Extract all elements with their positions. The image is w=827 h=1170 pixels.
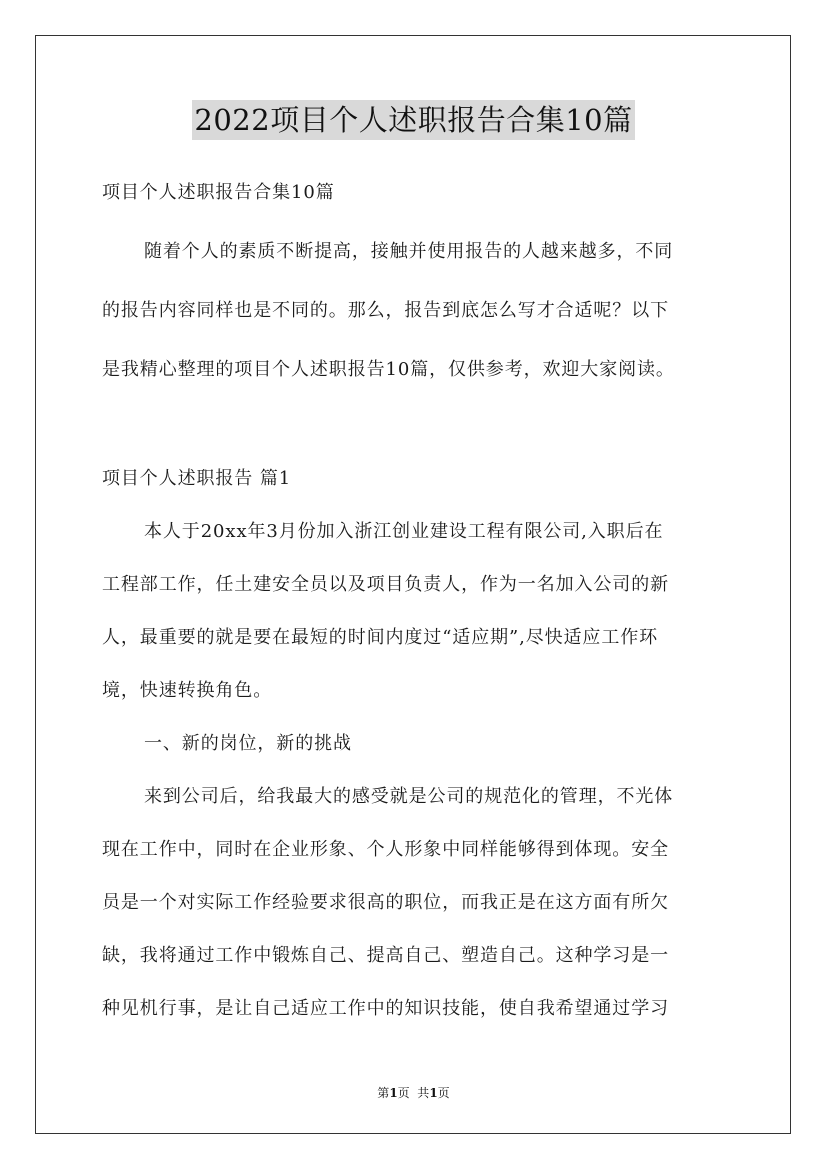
document-body xyxy=(102,178,728,1024)
footer-mid: 页 共 xyxy=(397,1086,430,1100)
footer-suffix: 页 xyxy=(437,1086,450,1100)
paragraph-line: 员是一个对实际工作经验要求很高的职位，而我正是在这方面有所欠 xyxy=(102,892,669,913)
title-wrapper xyxy=(0,100,827,140)
paragraph-line: 工程部工作，任土建安全员以及项目负责人，作为一名加入公司的新 xyxy=(102,574,669,595)
document-subtitle: 项目个人述职报告合集10篇 xyxy=(102,182,335,203)
paragraph-line: 境，快速转换角色。 xyxy=(102,680,273,701)
subheading: 一、新的岗位，新的挑战 xyxy=(144,733,352,754)
page-footer xyxy=(0,1085,827,1101)
intro-line: 的报告内容同样也是不同的。那么，报告到底怎么写才合适呢？以下 xyxy=(102,300,669,321)
footer-prefix: 第 xyxy=(377,1086,390,1100)
document-title: 2022项目个人述职报告合集10篇 xyxy=(192,100,634,140)
paragraph-line: 现在工作中，同时在企业形象、个人形象中同样能够得到体现。安全 xyxy=(102,839,669,860)
paragraph-line: 来到公司后，给我最大的感受就是公司的规范化的管理，不光体 xyxy=(144,786,674,807)
section-heading: 项目个人述职报告 篇1 xyxy=(102,468,292,489)
paragraph-line: 种见机行事，是让自己适应工作中的知识技能，使自我希望通过学习 xyxy=(102,998,669,1019)
paragraph-line: 人，最重要的就是要在最短的时间内度过“适应期”,尽快适应工作环 xyxy=(102,627,659,648)
footer-page-total: 1 xyxy=(429,1086,438,1100)
intro-line: 是我精心整理的项目个人述职报告10篇，仅供参考，欢迎大家阅读。 xyxy=(102,359,675,380)
footer-page-current: 1 xyxy=(389,1086,398,1100)
paragraph-line: 本人于20xx年3月份加入浙江创业建设工程有限公司,入职后在 xyxy=(144,521,664,542)
intro-line: 随着个人的素质不断提高，接触并使用报告的人越来越多，不同 xyxy=(144,241,674,262)
paragraph-line: 缺，我将通过工作中锻炼自己、提高自己、塑造自己。这种学习是一 xyxy=(102,945,669,966)
